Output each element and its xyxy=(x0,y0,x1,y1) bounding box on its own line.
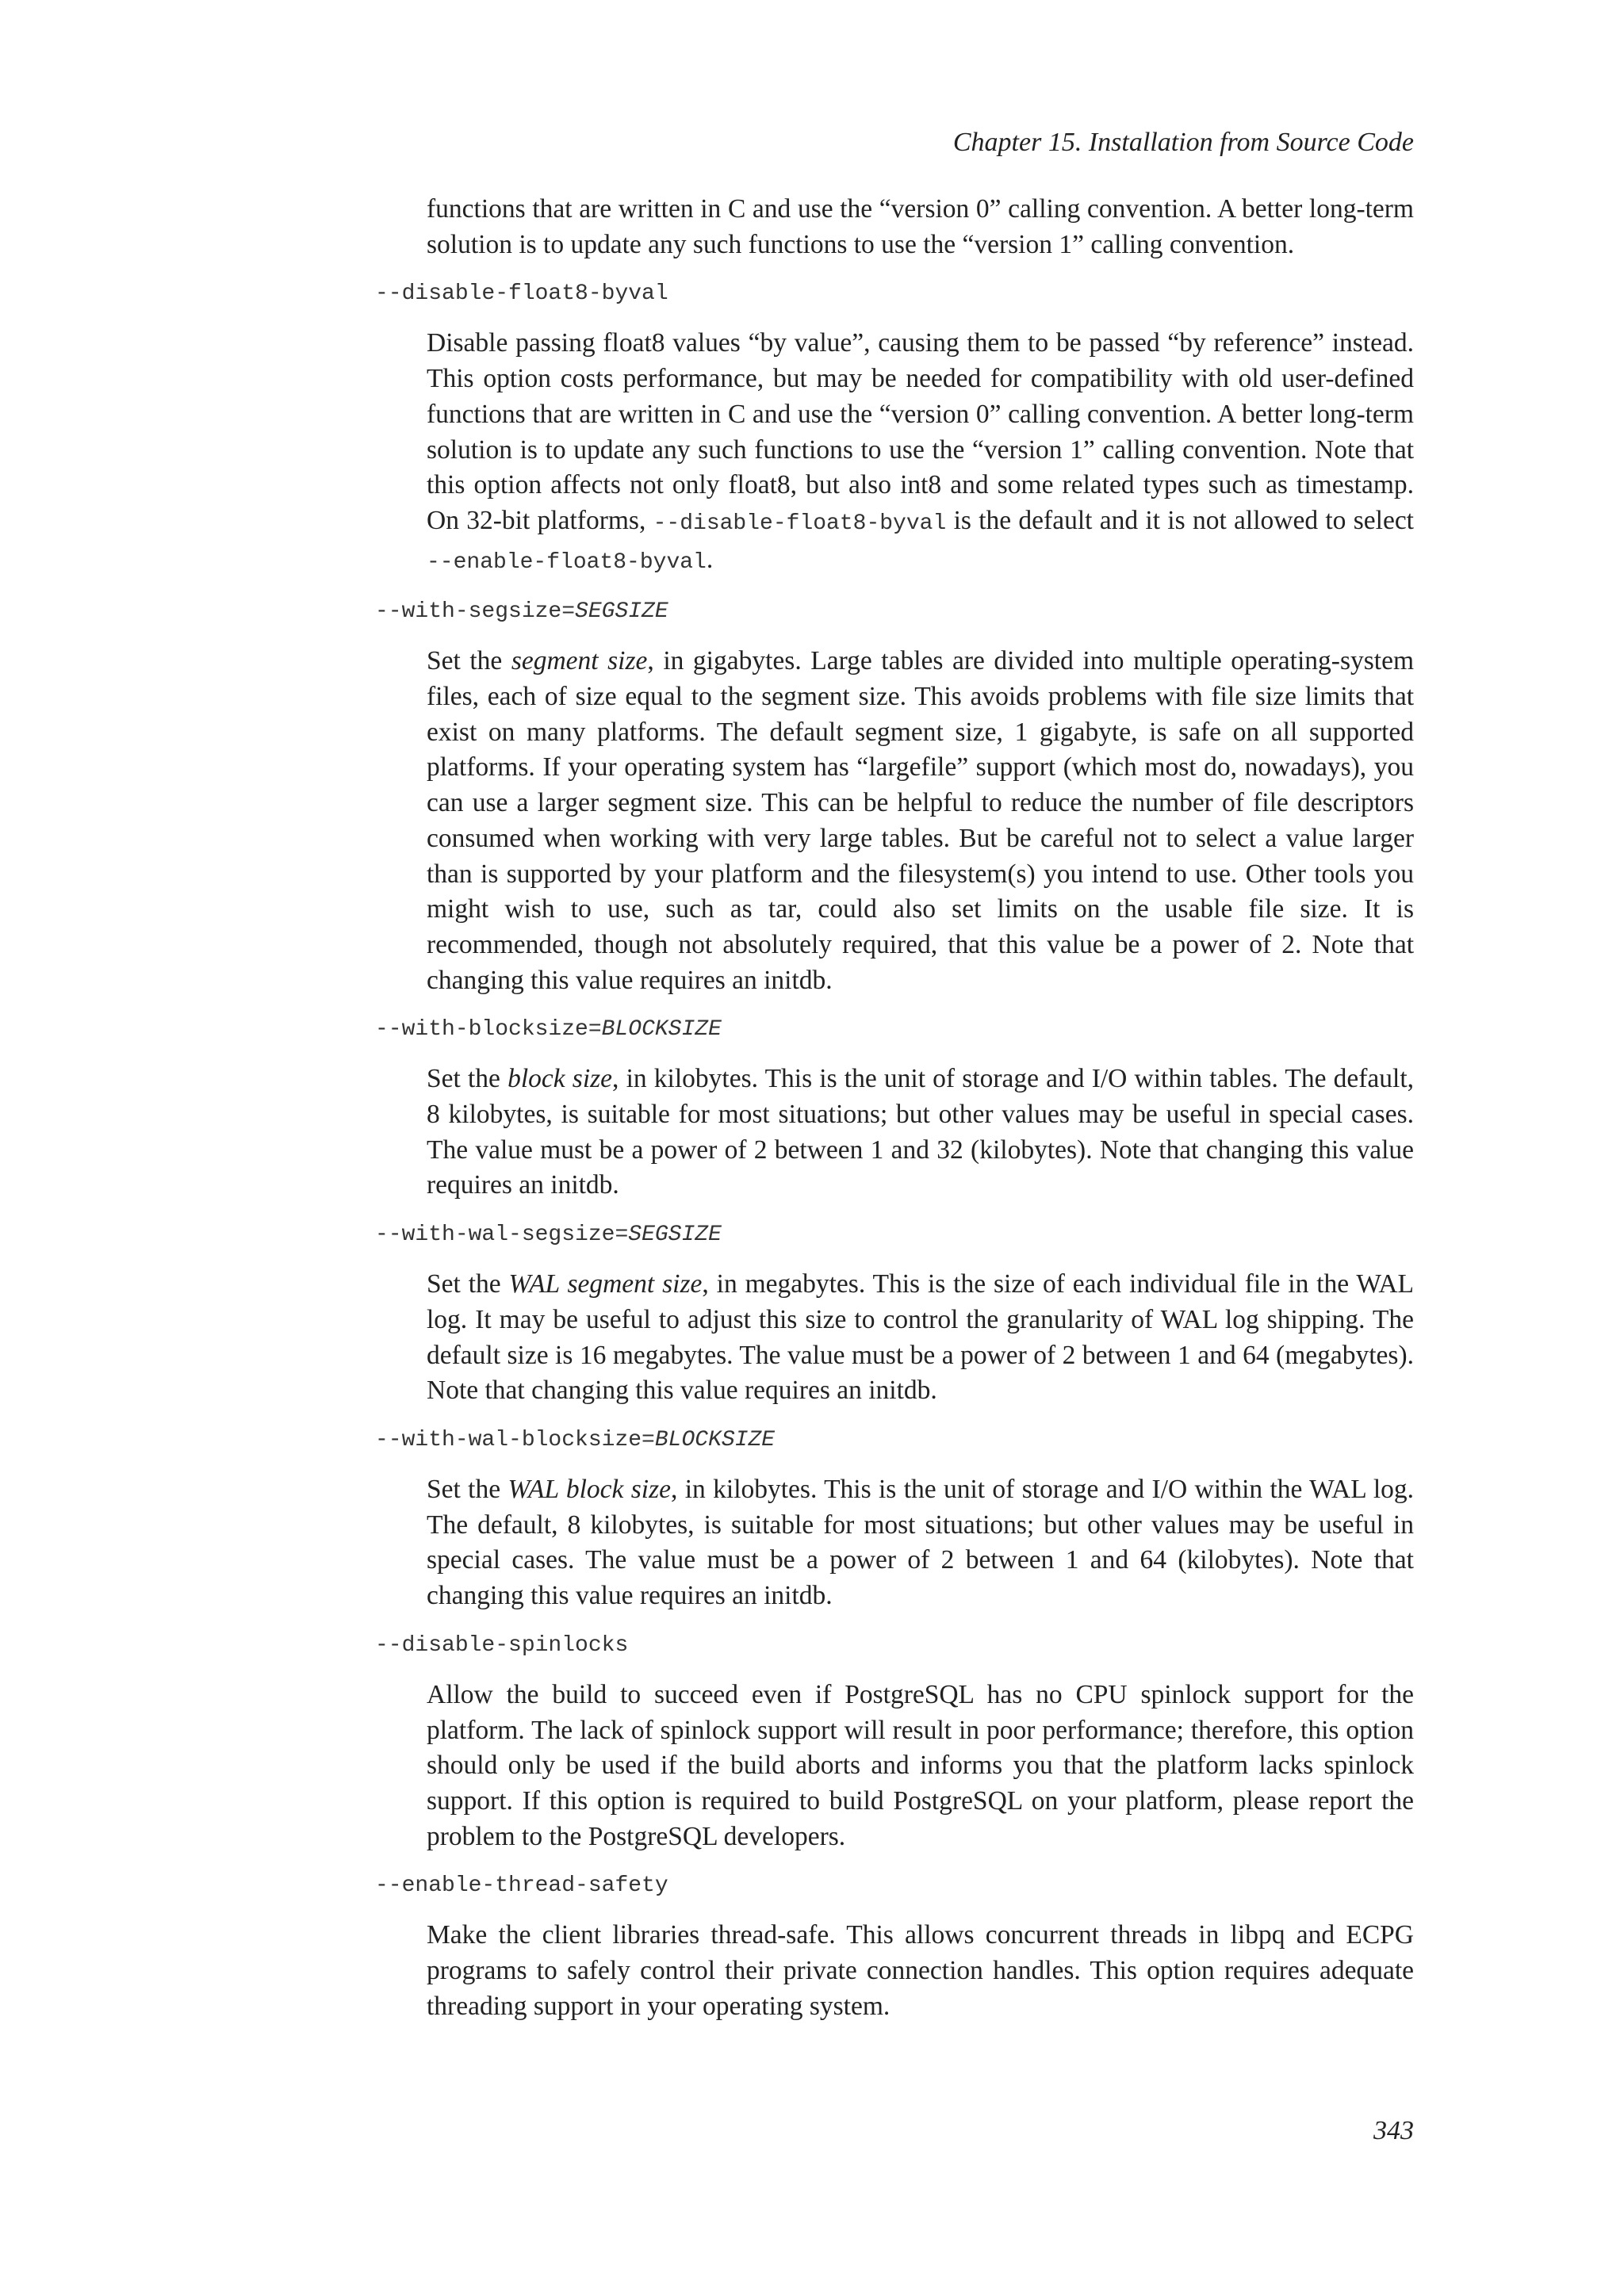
continuation-paragraph: functions that are written in C and use the “version 0” calling convention. A better long-term solution is to update any such functions to use the “version 1” calling convention. xyxy=(427,194,1414,259)
option-flag xyxy=(375,1218,1414,1253)
option-entry xyxy=(375,1423,1414,1614)
option-flag-name: --disable-spinlocks xyxy=(375,1632,629,1658)
option-flag-name: --disable-float8-byval xyxy=(375,281,668,307)
text-run: Allow the build to succeed even if PostgreSQL has no CPU spinlock support for the platform. The lack of spinlock support will result in poor performance; therefore, this option should only be used if the build aborts and informs you that the platform lacks spinlock support. If this option is required to build PostgreSQL on your platform, please report the problem to the PostgreSQL developers. xyxy=(427,1679,1414,1851)
text-run: Set the xyxy=(427,1269,509,1299)
emphasis: WAL block size xyxy=(508,1474,671,1504)
text-run: is the default and it is not allowed to select xyxy=(946,505,1414,535)
option-entry xyxy=(375,277,1414,580)
text-run: , in gigabytes. Large tables are divided into multiple operating-system files, each of size equal to the segment size. This avoids problems with file size limits that exist on many platforms. The default segment size, 1 gigabyte, is safe on all supported platforms. If your operating system has “largefile” support (which most do, nowadays), you can use a larger segment size. This can be helpful to reduce the number of file descriptors consumed when working with very large tables. But be careful not to select a value larger than is supported by your platform and the filesystem(s) you intend to use. Other tools you might wish to use, such as tar, could also set limits on the usable file size. It is recommended, though not absolutely required, that this value be a power of 2. Note that changing this value requires an initdb. xyxy=(427,646,1414,995)
text-run: Set the xyxy=(427,1474,508,1504)
option-entry xyxy=(375,1012,1414,1203)
option-description xyxy=(427,1678,1414,1855)
option-flag-value: BLOCKSIZE xyxy=(654,1427,776,1452)
option-flag xyxy=(375,595,1414,629)
inline-code: --disable-float8-byval xyxy=(653,511,947,536)
page-number: 343 xyxy=(1373,2116,1414,2145)
option-flag xyxy=(375,277,1414,312)
option-flag xyxy=(375,1869,1414,1904)
option-entry xyxy=(375,1218,1414,1409)
option-description xyxy=(427,1472,1414,1614)
text-run: . xyxy=(706,544,714,574)
option-flag-name: --enable-thread-safety xyxy=(375,1873,668,1899)
option-description xyxy=(427,1918,1414,2024)
option-flag xyxy=(375,1423,1414,1458)
option-flag-name: --with-wal-segsize= xyxy=(375,1223,629,1248)
option-flag-value: BLOCKSIZE xyxy=(601,1017,722,1043)
option-flag-name: --with-segsize= xyxy=(375,599,576,625)
option-flag xyxy=(375,1628,1414,1663)
text-run: , in megabytes. This is the size of each individual file in the WAL log. It may be useful to adjust this size to control the granularity of WAL log shipping. The default size is 16 megabytes. The value must be a power of 2 between 1 and 64 (megabytes). Note that changing this value requires an initdb. xyxy=(427,1269,1414,1406)
emphasis: WAL segment size xyxy=(508,1269,703,1299)
text-run: Set the xyxy=(427,646,511,676)
option-description xyxy=(427,644,1414,998)
option-flag-value: SEGSIZE xyxy=(628,1223,722,1248)
running-header: Chapter 15. Installation from Source Code xyxy=(952,128,1414,157)
option-entry xyxy=(375,1869,1414,2024)
option-flag xyxy=(375,1012,1414,1047)
text-run: , in kilobytes. This is the unit of storage and I/O within tables. The default, 8 kilobytes, is suitable for most situations; but other values may be useful in special cases. The value must be a power of 2 between 1 and 32 (kilobytes). Note that changing this value requires an initdb. xyxy=(427,1064,1415,1200)
document-body xyxy=(375,192,1414,2038)
option-entry xyxy=(375,1628,1414,1855)
emphasis: block size xyxy=(508,1064,613,1094)
option-flag-name: --with-blocksize= xyxy=(375,1017,602,1043)
text-run: Make the client libraries thread-safe. This allows concurrent threads in libpq and ECPG programs to safely control their private connection handles. This option requires adequate threading support in your operating system. xyxy=(427,1920,1414,2021)
option-flag-value: SEGSIZE xyxy=(575,599,668,625)
inline-code: --enable-float8-byval xyxy=(427,549,707,575)
option-list xyxy=(375,277,1414,2024)
option-description xyxy=(427,326,1414,580)
option-entry xyxy=(375,595,1414,998)
text-run: , in kilobytes. This is the unit of storage and I/O within the WAL log. The default, 8 kilobytes, is suitable for most situations; but other values may be useful in special cases. The value must be a power of 2 between 1 and 64 (kilobytes). Note that changing this value requires an initdb. xyxy=(427,1474,1414,1611)
option-description xyxy=(427,1062,1414,1203)
text-run: Disable passing float8 values “by value”, causing them to be passed “by reference” instead. This option costs performance, but may be needed for compatibility with old user-defined functions that are written in C and use the “version 0” calling convention. A better long-term solution is to update any such functions to use the “version 1” calling convention. Note that this option affects not only float8, but also int8 and some related types such as timestamp. On 32-bit platforms, xyxy=(427,328,1414,535)
option-description xyxy=(427,1267,1414,1409)
emphasis: segment size xyxy=(511,646,648,676)
text-run: Set the xyxy=(427,1064,508,1094)
option-flag-name: --with-wal-blocksize= xyxy=(375,1427,655,1452)
